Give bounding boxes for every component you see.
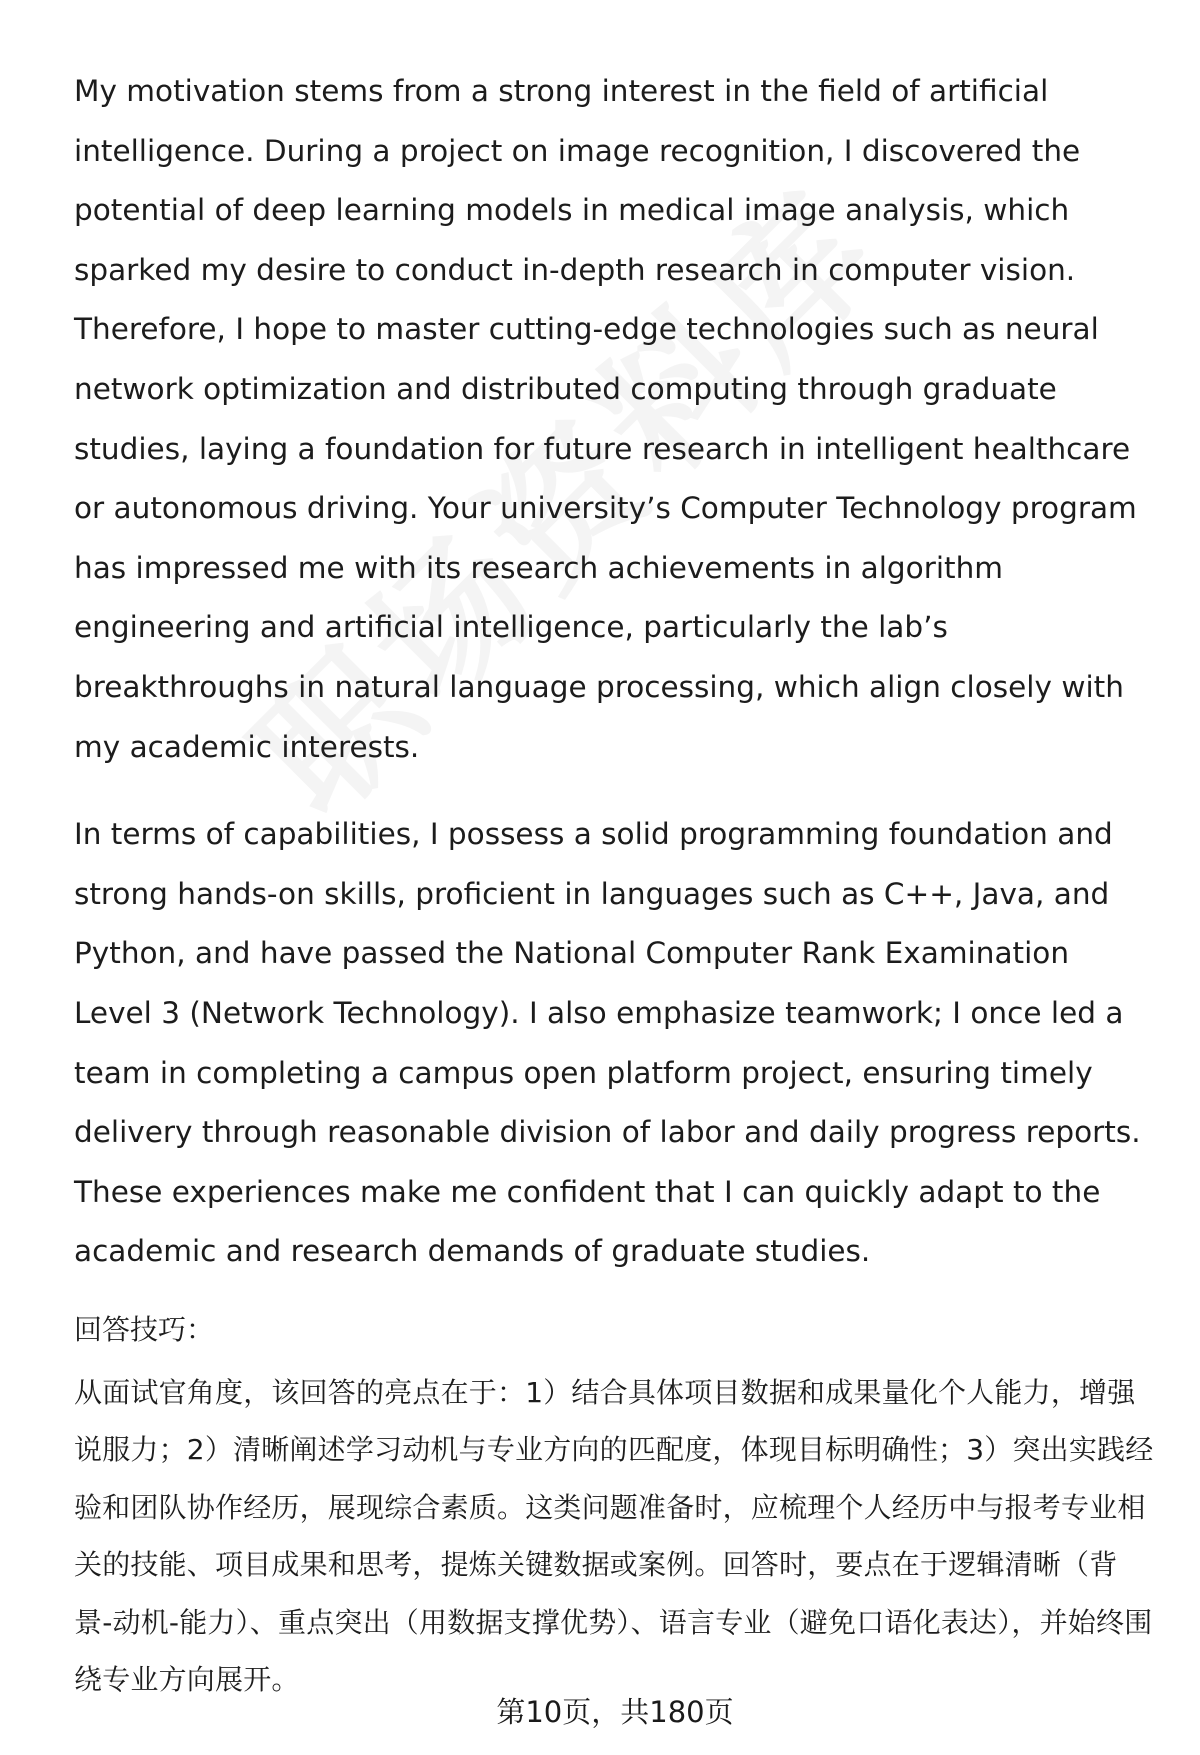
answer-tips-body: 从面试官角度，该回答的亮点在于：1）结合具体项目数据和成果量化个人能力，增强说服力；2）清晰阐述学习动机与专业方向的匹配度，体现目标明确性；3）突出实践经验和团队协作经历，展现综合素质。这类问题准备时，应梳理个人经历中与报考专业相关的技能、项目成果和思考，提炼关键数据或案例。回答时，要点在于逻辑清晰（背景-动机-能力）、重点突出（用数据支撑优势）、语言专业（避免口语化表达），并始终围绕专业方向展开。 <box>74 1375 1154 1697</box>
paragraph-motivation: My motivation stems from a strong interest in the field of artificial intelligence. During a project on image recognition, I discovered the potential of deep learning models in medical image analysis, which sparked my desire to conduct in-depth research in computer vision. Therefore, I hope to master cutting-edge technologies such as neural network optimization and distributed computing through graduate studies, laying a foundation for future research in intelligent healthcare or autonomous driving. Your university’s Computer Technology program has impressed me with its research achievements in algorithm engineering and artificial intelligence, particularly the lab’s breakthroughs in natural language processing, which align closely with my academic interests. <box>74 74 1137 764</box>
document-content <box>74 62 1154 1709</box>
page-number: 第10页，共180页 <box>496 1695 734 1729</box>
answer-tips-title: 回答技巧： <box>74 1312 215 1346</box>
answer-tips-section <box>74 1310 1154 1709</box>
paragraph-capabilities: In terms of capabilities, I possess a solid programming foundation and strong hands-on skills, proficient in languages such as C++, Java, and Python, and have passed the National Computer Rank Examination Level 3 (Network Technology). I also emphasize teamwork; I once led a team in completing a campus open platform project, ensuring timely delivery through reasonable division of labor and daily progress reports. These experiences make me confident that I can quickly adapt to the academic and research demands of graduate studies. <box>74 817 1141 1269</box>
